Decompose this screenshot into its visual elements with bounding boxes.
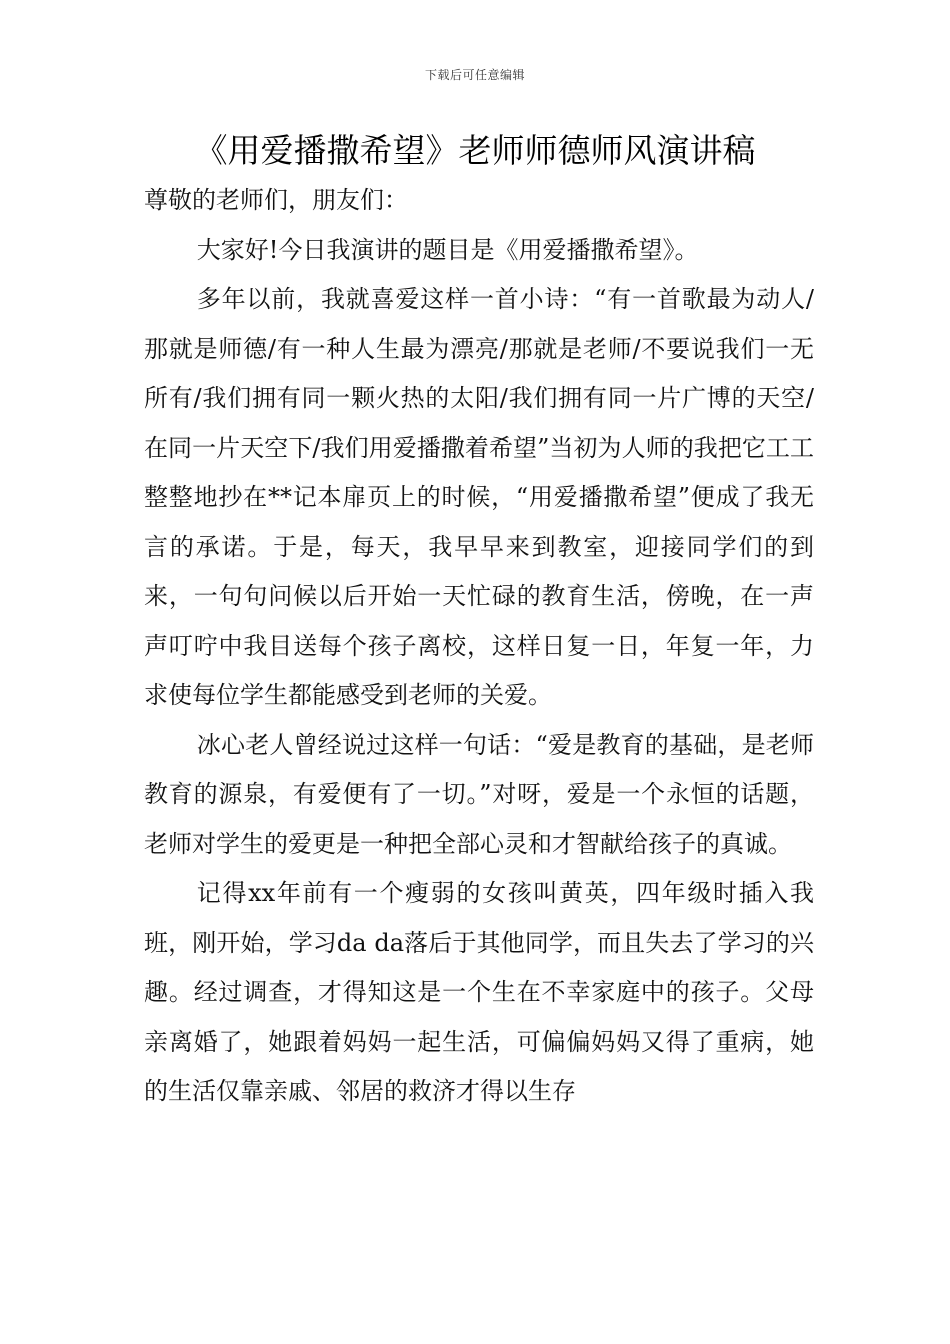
paragraph-bingxin-quote: 冰心老人曾经说过这样一句话：“爱是教育的基础，是老师教育的源泉，有爱便有了一切。”对呀，爱是一个永恒的话题，老师对学生的爱更是一种把全部心灵和才智献给孩子的真诚。 bbox=[144, 730, 814, 858]
document-body bbox=[144, 176, 814, 1117]
salutation: 尊敬的老师们，朋友们： bbox=[144, 186, 408, 214]
page-title: 《用爱播撒希望》老师师德师风演讲稿 bbox=[194, 131, 756, 170]
header-note: 下载后可任意编辑 bbox=[424, 68, 525, 82]
paragraph-huangying-story: 记得xx年前有一个瘦弱的女孩叫黄英，四年级时插入我班，刚开始，学习da da落后于其他同学，而且失去了学习的兴趣。经过调查，才得知这是一个生在不幸家庭中的孩子。父母亲离婚了，她跟着妈妈一起生活，可偏偏妈妈又得了重病，她的生活仅靠亲戚、邻居的救济才得以生存 bbox=[144, 879, 814, 1105]
paragraph-greeting: 大家好!今日我演讲的题目是《用爱播撒希望》。 bbox=[196, 235, 699, 264]
paragraph-poem: 多年以前，我就喜爱这样一首小诗：“有一首歌最为动人/那就是师德/有一种人生最为漂亮/那就是老师/不要说我们一无所有/我们拥有同一颗火热的太阳/我们拥有同一片广博的天空/在同一片天空下/我们用爱播撒着希望”当初为人师的我把它工工整整地抄在**记本扉页上的时候，“用爱播撒希望”便成了我无言的承诺。于是，每天，我早早来到教室，迎接同学们的到来，一句句问候以后开始一天忙碌的教育生活，傍晚，在一声声叮咛中我目送每个孩子离校，这样日复一日，年复一年，力求使每位学生都能感受到老师的关爱。 bbox=[144, 285, 814, 709]
